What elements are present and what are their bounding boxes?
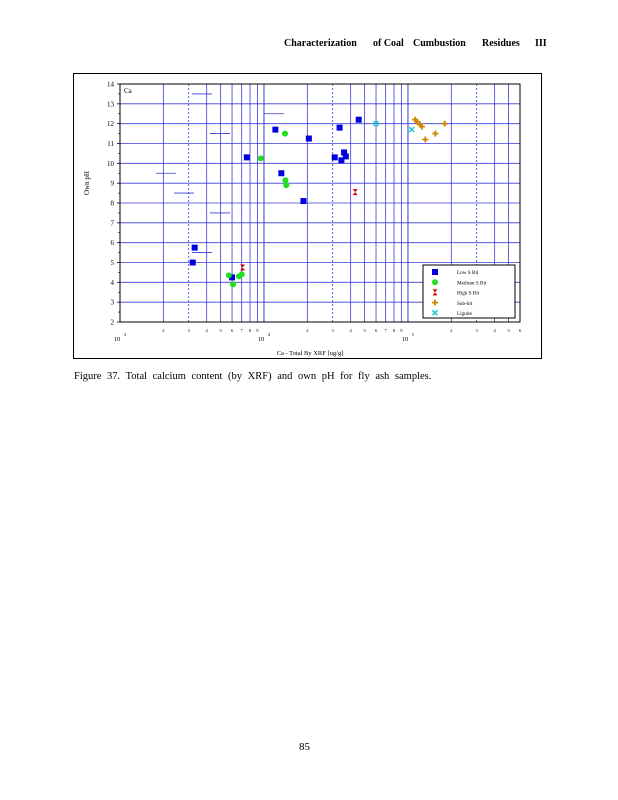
data-point-series-1 [300,198,306,204]
legend-label-4: Sub-bit [457,300,473,307]
data-point-series-1 [356,117,362,123]
data-point-series-2 [226,272,232,278]
x-minor-tick-label: 8 [248,328,252,333]
data-point-series-1 [278,170,284,176]
y-tick-label: 14 [107,80,114,89]
header-word-1: Characterization [284,38,357,49]
x-minor-tick-label: 9 [400,328,403,333]
y-tick-label: 4 [110,278,114,287]
x-axis-label: Ca - Total By XRF [ug/g] [276,350,344,357]
data-point-series-3 [240,264,245,270]
data-point-series-4 [432,131,438,137]
y-tick-label: 10 [107,159,114,168]
x-tick-label: 10 [257,336,265,343]
x-minor-tick-label: 2 [306,328,309,333]
scatter-chart [74,74,543,360]
legend-label-2: Medium S Bit [457,280,487,287]
data-point-series-1 [272,127,278,133]
y-tick-label: 9 [110,179,114,188]
x-minor-tick-label: 5 [219,328,222,333]
data-point-series-5 [409,127,414,132]
x-minor-tick-label: 8 [392,328,396,333]
y-tick-label: 13 [107,100,114,109]
x-minor-tick-label: 2 [450,328,453,333]
x-minor-tick-label: 4 [349,328,352,333]
data-point-series-2 [230,281,236,287]
data-point-series-1 [244,154,250,160]
data-point-series-2 [258,155,264,161]
x-minor-tick-label: 3 [475,328,478,333]
x-tick-exponent: 3 [123,332,127,337]
x-minor-tick-label: 4 [493,328,496,333]
x-minor-tick-label: 7 [384,328,387,333]
data-point-series-1 [192,245,198,251]
legend-marker-1 [432,269,438,275]
data-point-series-1 [337,125,343,131]
x-minor-tick-label: 2 [162,328,165,333]
data-point-series-4 [442,121,448,127]
figure-caption: Figure 37. Total calcium content (by XRF) and own pH for fly ash samples. [74,371,432,382]
data-point-series-1 [332,154,338,160]
x-minor-tick-label: 4 [205,328,208,333]
x-minor-tick-label: 9 [256,328,259,333]
y-tick-label: 5 [110,259,114,267]
legend-label-5: Lignite [457,311,472,317]
y-tick-label: 2 [110,318,114,327]
header-word-3: Cumbustion [413,38,466,49]
y-tick-label: 6 [110,239,114,248]
data-point-series-1 [306,136,312,142]
y-tick-label: 3 [110,298,114,307]
header-word-2: of Coal [373,38,404,49]
y-tick-label: 7 [110,219,114,228]
x-minor-tick-label: 5 [507,328,510,333]
data-point-series-2 [239,271,245,277]
y-tick-label: 11 [107,140,114,148]
data-point-series-2 [282,131,288,137]
x-minor-tick-label: 6 [374,328,378,333]
data-point-series-3 [353,189,358,195]
x-tick-exponent: 5 [411,332,415,337]
data-point-series-1 [190,260,196,266]
x-tick-label: 10 [401,336,409,343]
figure-frame [73,73,542,359]
data-point-series-1 [343,153,349,159]
x-minor-tick-label: 5 [363,328,366,333]
legend-label-3: High S Bit [457,290,480,297]
x-tick-label: 10 [113,336,121,343]
y-tick-label: 12 [107,120,114,129]
x-minor-tick-label: 3 [331,328,334,333]
legend-marker-2 [432,279,438,285]
x-minor-tick-label: 6 [518,328,522,333]
x-minor-tick-label: 6 [230,328,234,333]
y-tick-label: 8 [110,199,114,208]
header-word-5: III [535,38,547,49]
data-point-series-2 [283,182,289,188]
y-axis-label: Own pH [83,171,91,195]
header-word-4: Residues [482,38,520,49]
x-minor-tick-label: 7 [240,328,243,333]
panel-label: Ca [124,87,132,95]
legend-label-1: Low S Bit [457,270,479,277]
x-tick-exponent: 4 [267,332,271,337]
x-minor-tick-label: 3 [187,328,190,333]
page-number: 85 [299,741,310,753]
data-point-series-4 [422,137,428,143]
